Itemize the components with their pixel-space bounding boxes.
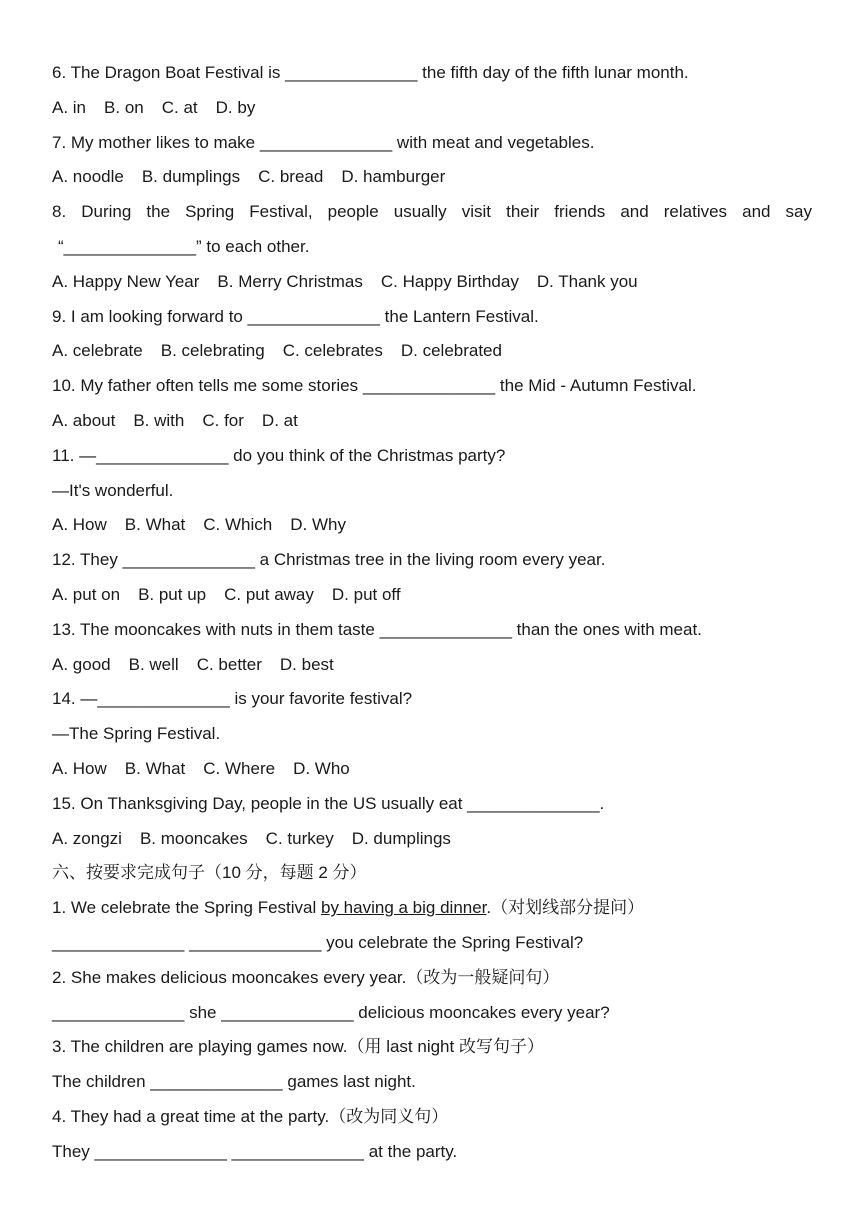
- option: A. How: [52, 515, 107, 535]
- option: D. best: [279, 654, 334, 674]
- question-stem-continued: “______________” to each other.: [58, 236, 310, 256]
- answer-options: [52, 822, 812, 857]
- option: A. noodle: [52, 167, 124, 187]
- option: A. about: [52, 410, 116, 430]
- option: C. Happy Birthday: [380, 271, 519, 291]
- option: D. Why: [290, 515, 346, 535]
- option: A. good: [52, 654, 111, 674]
- question-stem: 7. My mother likes to make ______________ with meat and vegetables.: [52, 132, 595, 152]
- option: D. celebrated: [400, 341, 502, 361]
- question-stem: 15. On Thanksgiving Day, people in the US usually eat ______________.: [52, 793, 605, 813]
- rewrite-prompt: 4. They had a great time at the party.（改为同义句）: [52, 1106, 449, 1126]
- rewrite-prompt: [52, 891, 812, 926]
- question-stem: 11. —______________ do you think of the Christmas party?: [52, 445, 506, 465]
- option: C. at: [161, 97, 198, 117]
- option: B. What: [124, 758, 186, 778]
- question-stem: 10. My father often tells me some stories ______________ the Mid - Autumn Festival.: [52, 376, 697, 396]
- answer-line: ______________ she ______________ delicious mooncakes every year?: [52, 1002, 610, 1022]
- answer-options: [52, 404, 812, 439]
- answer-line: The children ______________ games last night.: [52, 1072, 416, 1092]
- option: C. celebrates: [282, 341, 383, 361]
- option: C. Where: [203, 758, 276, 778]
- answer-line: They ______________ ______________ at the party.: [52, 1141, 458, 1161]
- option: D. by: [215, 97, 256, 117]
- option: C. better: [196, 654, 262, 674]
- option: B. What: [124, 515, 186, 535]
- answer-options: [52, 265, 812, 300]
- option: A. How: [52, 758, 107, 778]
- question-stem: 12. They ______________ a Christmas tree in the living room every year.: [52, 550, 606, 570]
- answer-options: [52, 334, 812, 369]
- option: B. put up: [138, 584, 207, 604]
- underlined-phrase: by having a big dinner: [321, 898, 487, 918]
- answer-options: [52, 91, 812, 126]
- option: A. zongzi: [52, 828, 122, 848]
- dialogue-reply: —It's wonderful.: [52, 480, 174, 500]
- answer-options: [52, 160, 812, 195]
- option: A. Happy New Year: [52, 271, 200, 291]
- option: C. Which: [203, 515, 273, 535]
- answer-options: [52, 578, 812, 613]
- prompt-text: 1. We celebrate the Spring Festival: [52, 898, 321, 918]
- option: B. mooncakes: [139, 828, 248, 848]
- option: D. Who: [293, 758, 350, 778]
- question-stem: 8. During the Spring Festival, people usually visit their friends and relatives and say: [52, 202, 812, 222]
- rewrite-prompt: 2. She makes delicious mooncakes every year.（改为一般疑问句）: [52, 967, 560, 987]
- option: C. put away: [224, 584, 314, 604]
- option: D. put off: [331, 584, 401, 604]
- dialogue-reply: —The Spring Festival.: [52, 724, 221, 744]
- question-stem: 14. —______________ is your favorite festival?: [52, 689, 413, 709]
- worksheet-page: [52, 56, 812, 1170]
- option: B. with: [133, 410, 185, 430]
- option: B. celebrating: [160, 341, 265, 361]
- option: A. put on: [52, 584, 121, 604]
- section-title: 六、按要求完成句子（10 分，每题 2 分）: [52, 863, 367, 883]
- option: A. celebrate: [52, 341, 143, 361]
- answer-options: [52, 508, 812, 543]
- answer-options: [52, 752, 812, 787]
- question-stem: 9. I am looking forward to ______________ the Lantern Festival.: [52, 306, 539, 326]
- option: D. dumplings: [351, 828, 451, 848]
- rewrite-prompt: 3. The children are playing games now.（用 last night 改写句子）: [52, 1037, 544, 1057]
- option: C. bread: [258, 167, 324, 187]
- option: C. turkey: [265, 828, 334, 848]
- option: D. at: [261, 410, 298, 430]
- question-stem: 6. The Dragon Boat Festival is ______________ the fifth day of the fifth lunar month.: [52, 63, 689, 82]
- option: B. well: [128, 654, 179, 674]
- option: A. in: [52, 97, 87, 117]
- option: D. hamburger: [341, 167, 446, 187]
- option: B. on: [104, 97, 144, 117]
- option: B. Merry Christmas: [217, 271, 363, 291]
- option: D. Thank you: [536, 271, 638, 291]
- answer-options: [52, 648, 812, 683]
- option: C. for: [202, 410, 244, 430]
- prompt-instruction: .（对划线部分提问）: [486, 898, 645, 918]
- option: B. dumplings: [141, 167, 241, 187]
- answer-line: ______________ ______________ you celebrate the Spring Festival?: [52, 932, 584, 952]
- question-stem: 13. The mooncakes with nuts in them taste ______________ than the ones with meat.: [52, 619, 702, 639]
